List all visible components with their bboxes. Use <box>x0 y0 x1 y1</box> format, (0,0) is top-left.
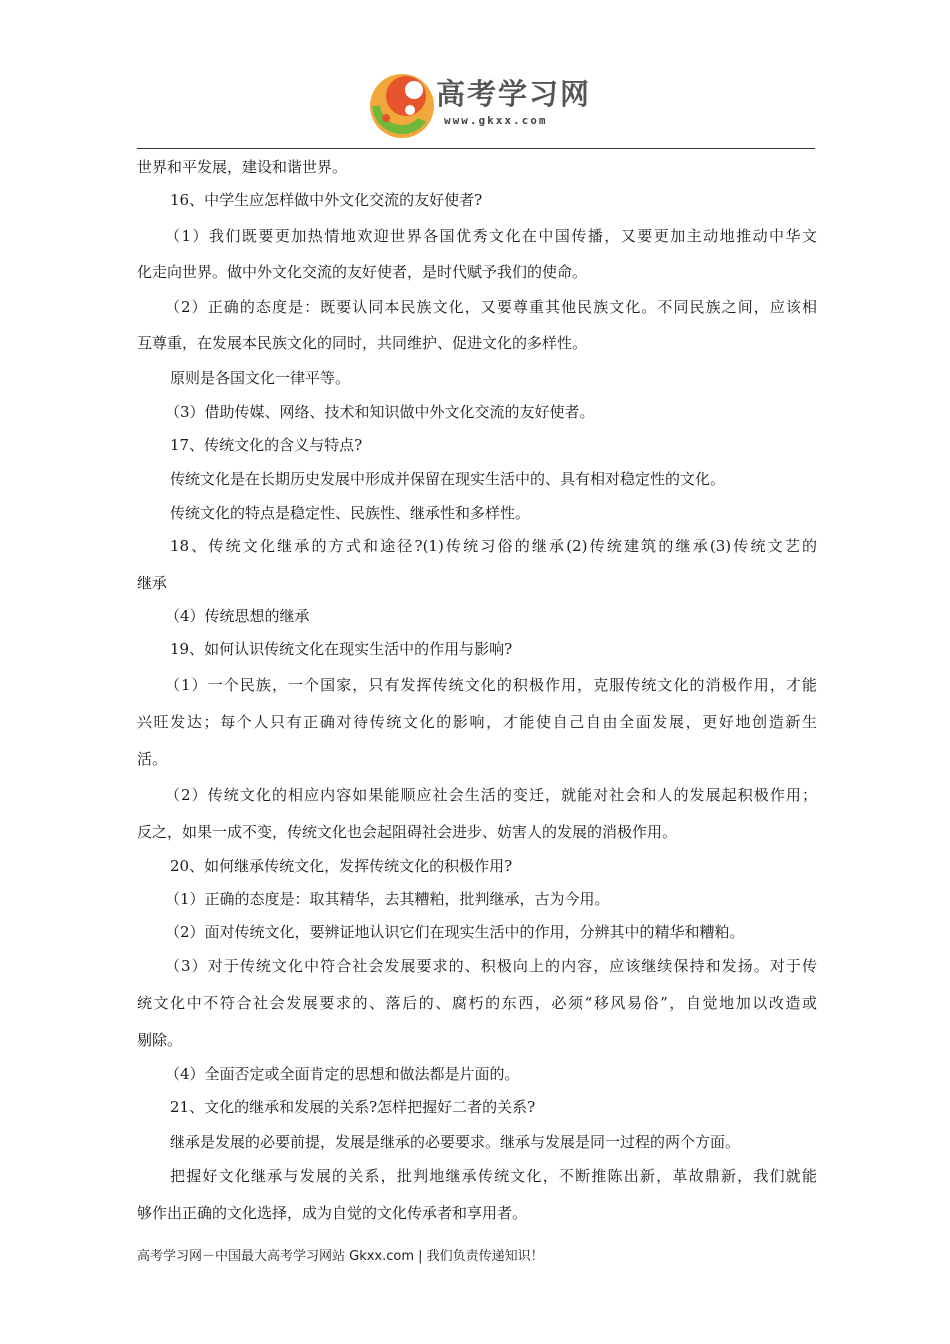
text-line: 化走向世界。做中外文化交流的友好使者，是时代赋予我们的使命。 <box>137 263 588 281</box>
logo-url: www.gkxx.com <box>444 114 548 127</box>
text-line: （2）正确的态度是：既要认同本民族文化，又要尊重其他民族文化。不同民族之间，应该相 <box>165 298 817 316</box>
text-line: 反之，如果一成不变，传统文化也会起阻碍社会进步、妨害人的发展的消极作用。 <box>137 823 678 841</box>
text-line: （4）传统思想的继承 <box>165 607 310 625</box>
question-heading: 18、传统文化继承的方式和途径?(1)传统习俗的继承(2)传统建筑的继承(3)传统文艺的 <box>170 537 817 555</box>
text-line: 兴旺发达；每个人只有正确对待传统文化的影响，才能使自己自由全面发展，更好地创造新生 <box>137 713 817 731</box>
text-line: 继承是发展的必要前提，发展是继承的必要要求。继承与发展是同一过程的两个方面。 <box>170 1133 741 1151</box>
page-header <box>0 0 950 150</box>
header-divider <box>137 148 815 149</box>
question-heading: 20、如何继承传统文化，发挥传统文化的积极作用? <box>170 857 513 875</box>
text-line: （1）一个民族，一个国家，只有发挥传统文化的积极作用，克服传统文化的消极作用，才能 <box>165 676 817 694</box>
text-line: 统文化中不符合社会发展要求的、落后的、腐朽的东西，必须“移风易俗”，自觉地加以改造或 <box>137 994 817 1012</box>
text-line: （3）借助传媒、网络、技术和知识做中外文化交流的友好使者。 <box>165 403 595 421</box>
question-heading: 21、文化的继承和发展的关系?怎样把握好二者的关系? <box>170 1098 536 1116</box>
question-heading: 17、传统文化的含义与特点? <box>170 436 363 454</box>
text-line: （1）我们既要更加热情地欢迎世界各国优秀文化在中国传播，又要更加主动地推动中华文 <box>165 227 817 245</box>
site-logo-icon <box>362 66 434 142</box>
page-footer: 高考学习网－中国最大高考学习网站 Gkxx.com | 我们负责传递知识！ <box>137 1249 544 1264</box>
document-body <box>137 152 817 1223</box>
text-line: （2）传统文化的相应内容如果能顺应社会生活的变迁，就能对社会和人的发展起积极作用； <box>165 786 817 804</box>
text-line: 活。 <box>137 750 168 768</box>
text-line: 互尊重，在发展本民族文化的同时，共同维护、促进文化的多样性。 <box>137 334 588 352</box>
text-line: 传统文化的特点是稳定性、民族性、继承性和多样性。 <box>170 504 531 522</box>
text-line: 原则是各国文化一律平等。 <box>170 369 351 387</box>
text-line: （3）对于传统文化中符合社会发展要求的、积极向上的内容，应该继续保持和发扬。对于传 <box>165 957 817 975</box>
text-line: 把握好文化继承与发展的关系，批判地继承传统文化，不断推陈出新，革故鼎新，我们就能 <box>170 1167 817 1185</box>
question-heading: 19、如何认识传统文化在现实生活中的作用与影响? <box>170 640 513 658</box>
text-line: 传统文化是在长期历史发展中形成并保留在现实生活中的、具有相对稳定性的文化。 <box>170 470 726 488</box>
text-line: 够作出正确的文化选择，成为自觉的文化传承者和享用者。 <box>137 1204 528 1222</box>
text-line: 世界和平发展，建设和谐世界。 <box>137 158 348 176</box>
text-line: 剔除。 <box>137 1031 183 1049</box>
text-line: （4）全面否定或全面肯定的思想和做法都是片面的。 <box>165 1065 520 1083</box>
text-line: （1）正确的态度是：取其精华，去其糟粕，批判继承，古为今用。 <box>165 890 610 908</box>
text-line: （2）面对传统文化，要辨证地认识它们在现实生活中的作用，分辨其中的精华和糟粕。 <box>165 923 745 941</box>
text-line: 继承 <box>137 574 168 592</box>
logo-title: 高考学习网 <box>436 77 592 111</box>
question-heading: 16、中学生应怎样做中外文化交流的友好使者? <box>170 191 483 209</box>
